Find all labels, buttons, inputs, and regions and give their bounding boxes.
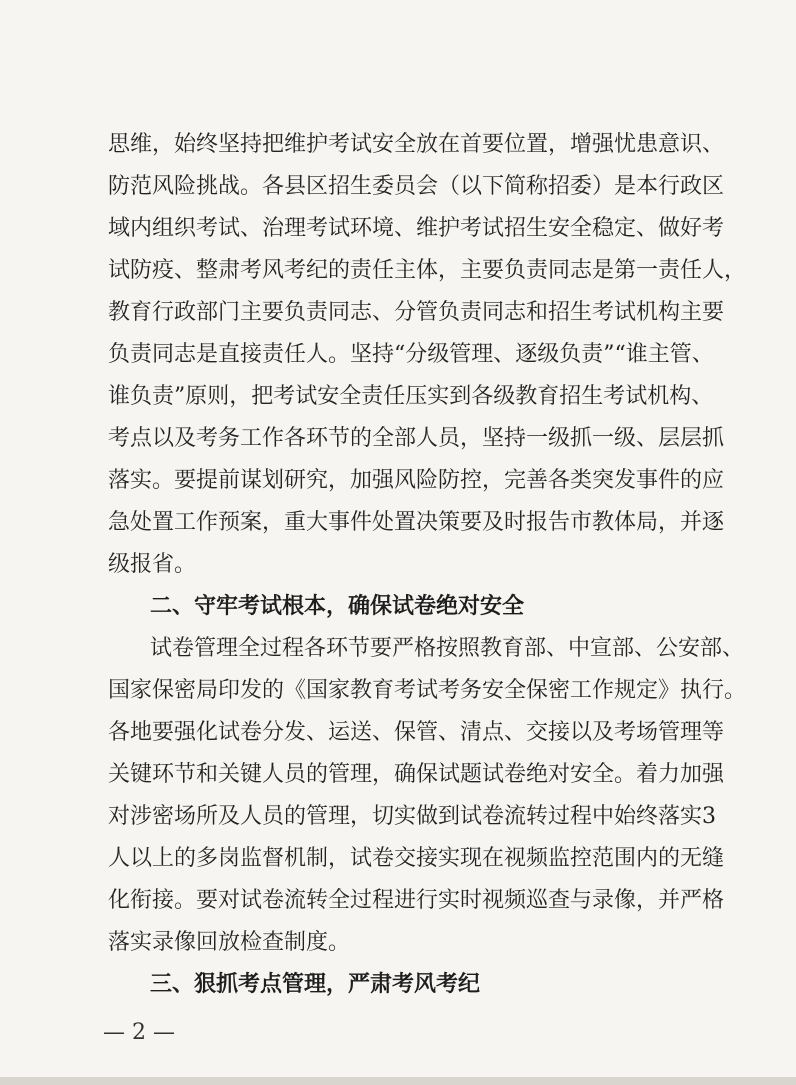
section-heading: 三、狠抓考点管理，严肃考风考纪	[150, 972, 481, 997]
paragraph-line: 谁负责”原则，把考试安全责任压实到各级教育招生考试机构、	[108, 384, 714, 409]
paragraph-line: 化衔接。要对试卷流转全过程进行实时视频巡查与录像，并严格	[108, 888, 725, 913]
paragraph-line: 落实录像回放检查制度。	[108, 930, 351, 955]
page-edge	[0, 1077, 796, 1085]
paragraph-line: 人以上的多岗监督机制，试卷交接实现在视频监控范围内的无缝	[108, 846, 725, 871]
paragraph-line: 各地要强化试卷分发、运送、保管、清点、交接以及考场管理等	[108, 720, 725, 745]
paragraph-line: 落实。要提前谋划研究，加强风险防控，完善各类突发事件的应	[108, 468, 725, 493]
paragraph-line: 负责同志是直接责任人。坚持“分级管理、逐级负责”“谁主管、	[108, 342, 714, 367]
paragraph-line: 思维，始终坚持把维护考试安全放在首要位置，增强忧患意识、	[108, 132, 725, 157]
paragraph-line: 考点以及考务工作各环节的全部人员，坚持一级抓一级、层层抓	[108, 426, 725, 451]
section-heading: 二、守牢考试根本，确保试卷绝对安全	[150, 594, 525, 619]
page-number: — 2 —	[103, 1020, 175, 1045]
paragraph-line: 急处置工作预案，重大事件处置决策要及时报告市教体局，并逐	[108, 510, 725, 535]
paragraph-line: 关键环节和关键人员的管理，确保试题试卷绝对安全。着力加强	[108, 762, 725, 787]
paragraph-line: 级报省。	[108, 552, 197, 577]
paragraph-line: 域内组织考试、治理考试环境、维护考试招生安全稳定、做好考	[108, 216, 725, 241]
paragraph-line: 试防疫、整肃考风考纪的责任主体，主要负责同志是第一责任人，	[108, 258, 747, 283]
paragraph-line: 国家保密局印发的《国家教育考试考务安全保密工作规定》执行。	[108, 678, 747, 703]
paragraph-line: 对涉密场所及人员的管理，切实做到试卷流转过程中始终落实3	[108, 804, 716, 829]
paragraph-line: 防范风险挑战。各县区招生委员会（以下简称招委）是本行政区	[108, 174, 725, 199]
paragraph-line: 教育行政部门主要负责同志、分管负责同志和招生考试机构主要	[108, 300, 725, 325]
paragraph-line: 试卷管理全过程各环节要严格按照教育部、中宣部、公安部、	[150, 636, 745, 661]
